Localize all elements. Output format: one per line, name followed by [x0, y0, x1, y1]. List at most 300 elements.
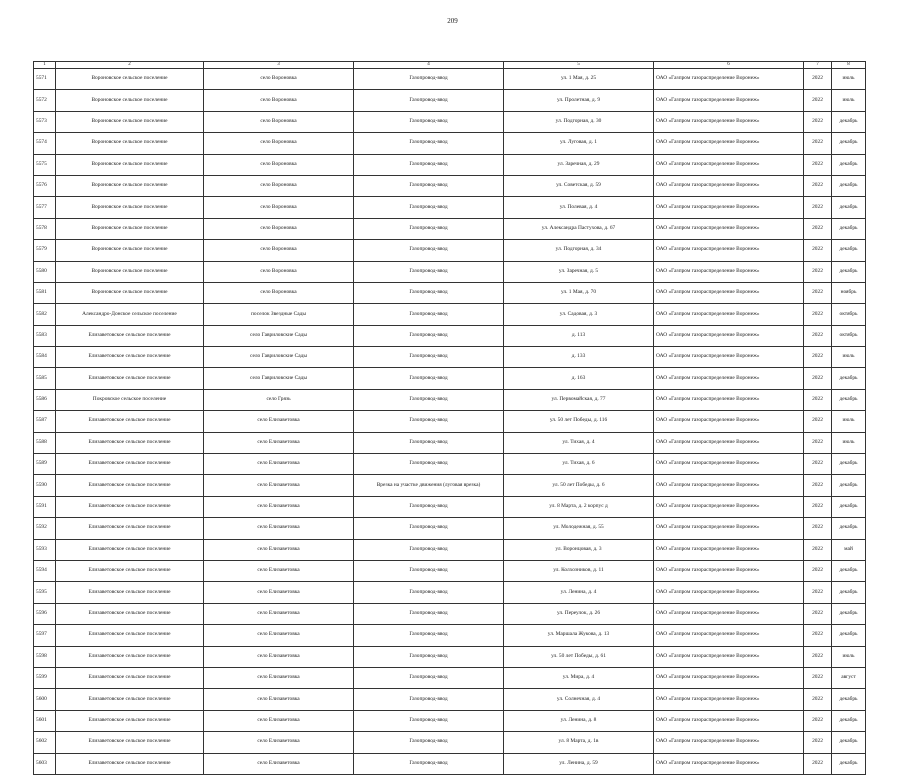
- year-cell: 2022: [804, 347, 832, 368]
- address-cell: ул. 1 Мая, д. 25: [504, 69, 654, 90]
- row-number-cell: 5580: [34, 261, 56, 282]
- locality-cell: село Гавриловские Сады: [204, 347, 354, 368]
- address-cell: ул. 50 лет Победы, д. 6: [504, 475, 654, 496]
- row-number-cell: 5586: [34, 389, 56, 410]
- organization-cell: ОАО «Газпром газораспределение Воронеж»: [654, 197, 804, 218]
- locality-cell: село Вороновка: [204, 218, 354, 239]
- table-row: [34, 667, 866, 688]
- settlement-cell: Елизаветовское сельское поселение: [56, 539, 204, 560]
- settlement-cell: Вороновское сельское поселение: [56, 133, 204, 154]
- address-cell: ул. 50 лет Победы, д. 61: [504, 646, 654, 667]
- column-number: 6: [654, 62, 804, 69]
- organization-cell: ОАО «Газпром газораспределение Воронеж»: [654, 90, 804, 111]
- table-row: [34, 69, 866, 90]
- address-cell: ул. Солнечная, д. 4: [504, 689, 654, 710]
- object-type-cell: Газопровод-ввод: [354, 454, 504, 475]
- year-cell: 2022: [804, 539, 832, 560]
- row-number-cell: 5578: [34, 218, 56, 239]
- table-row: [34, 368, 866, 389]
- address-cell: ул. 1 Мая, д. 70: [504, 282, 654, 303]
- month-cell: декабрь: [832, 197, 866, 218]
- settlement-cell: Елизаветовское сельское поселение: [56, 710, 204, 731]
- settlement-cell: Елизаветовское сельское поселение: [56, 603, 204, 624]
- organization-cell: ОАО «Газпром газораспределение Воронеж»: [654, 218, 804, 239]
- column-number: 5: [504, 62, 654, 69]
- object-type-cell: Газопровод-ввод: [354, 197, 504, 218]
- address-cell: д. 133: [504, 347, 654, 368]
- address-cell: д. 113: [504, 325, 654, 346]
- year-cell: 2022: [804, 69, 832, 90]
- object-type-cell: Газопровод-ввод: [354, 69, 504, 90]
- object-type-cell: Газопровод-ввод: [354, 732, 504, 753]
- organization-cell: ОАО «Газпром газораспределение Воронеж»: [654, 154, 804, 175]
- year-cell: 2022: [804, 261, 832, 282]
- settlement-cell: Елизаветовское сельское поселение: [56, 496, 204, 517]
- month-cell: ноябрь: [832, 282, 866, 303]
- organization-cell: ОАО «Газпром газораспределение Воронеж»: [654, 111, 804, 132]
- settlement-cell: Елизаветовское сельское поселение: [56, 582, 204, 603]
- locality-cell: село Вороновка: [204, 282, 354, 303]
- row-number-cell: 5597: [34, 625, 56, 646]
- object-type-cell: Газопровод-ввод: [354, 710, 504, 731]
- address-cell: ул. Садовая, д. 3: [504, 304, 654, 325]
- organization-cell: ОАО «Газпром газораспределение Воронеж»: [654, 646, 804, 667]
- organization-cell: ОАО «Газпром газораспределение Воронеж»: [654, 368, 804, 389]
- organization-cell: ОАО «Газпром газораспределение Воронеж»: [654, 689, 804, 710]
- month-cell: декабрь: [832, 368, 866, 389]
- year-cell: 2022: [804, 667, 832, 688]
- column-number-row: [34, 62, 866, 69]
- object-type-cell: Газопровод-ввод: [354, 90, 504, 111]
- year-cell: 2022: [804, 154, 832, 175]
- row-number-cell: 5601: [34, 710, 56, 731]
- object-type-cell: Газопровод-ввод: [354, 667, 504, 688]
- month-cell: декабрь: [832, 389, 866, 410]
- object-type-cell: Газопровод-ввод: [354, 625, 504, 646]
- address-cell: ул. 8 Марта, д. 2 корпус д: [504, 496, 654, 517]
- object-type-cell: Газопровод-ввод: [354, 218, 504, 239]
- address-cell: ул. Первомайская, д. 77: [504, 389, 654, 410]
- table-row: [34, 389, 866, 410]
- month-cell: декабрь: [832, 154, 866, 175]
- organization-cell: ОАО «Газпром газораспределение Воронеж»: [654, 732, 804, 753]
- settlement-cell: Вороновское сельское поселение: [56, 90, 204, 111]
- month-cell: июль: [832, 347, 866, 368]
- month-cell: декабрь: [832, 753, 866, 774]
- row-number-cell: 5585: [34, 368, 56, 389]
- settlement-cell: Покровское сельское поселение: [56, 389, 204, 410]
- month-cell: август: [832, 667, 866, 688]
- table-row: [34, 539, 866, 560]
- table-body: [34, 69, 866, 775]
- settlement-cell: Вороновское сельское поселение: [56, 218, 204, 239]
- organization-cell: ОАО «Газпром газораспределение Воронеж»: [654, 69, 804, 90]
- year-cell: 2022: [804, 689, 832, 710]
- address-cell: ул. 8 Марта, д. 1в: [504, 732, 654, 753]
- table-row: [34, 582, 866, 603]
- year-cell: 2022: [804, 496, 832, 517]
- address-cell: ул. Тихая, д. 4: [504, 432, 654, 453]
- object-type-cell: Газопровод-ввод: [354, 411, 504, 432]
- settlement-cell: Елизаветовское сельское поселение: [56, 625, 204, 646]
- year-cell: 2022: [804, 175, 832, 196]
- column-number: 3: [204, 62, 354, 69]
- row-number-cell: 5583: [34, 325, 56, 346]
- year-cell: 2022: [804, 475, 832, 496]
- year-cell: 2022: [804, 732, 832, 753]
- table-row: [34, 90, 866, 111]
- row-number-cell: 5591: [34, 496, 56, 517]
- locality-cell: село Вороновка: [204, 111, 354, 132]
- table-row: [34, 496, 866, 517]
- row-number-cell: 5576: [34, 175, 56, 196]
- table-row: [34, 646, 866, 667]
- year-cell: 2022: [804, 389, 832, 410]
- address-cell: ул. Ленина, д. 59: [504, 753, 654, 774]
- object-type-cell: Газопровод-ввод: [354, 325, 504, 346]
- month-cell: октябрь: [832, 304, 866, 325]
- address-cell: ул. Луговая, д. 1: [504, 133, 654, 154]
- address-cell: ул. Советская, д. 59: [504, 175, 654, 196]
- locality-cell: село Вороновка: [204, 133, 354, 154]
- organization-cell: ОАО «Газпром газораспределение Воронеж»: [654, 175, 804, 196]
- settlement-cell: Елизаветовское сельское поселение: [56, 732, 204, 753]
- settlement-cell: Вороновское сельское поселение: [56, 282, 204, 303]
- column-number: 8: [832, 62, 866, 69]
- table-row: [34, 753, 866, 774]
- table-row: [34, 154, 866, 175]
- object-type-cell: Газопровод-ввод: [354, 389, 504, 410]
- locality-cell: село Елизаветовка: [204, 603, 354, 624]
- organization-cell: ОАО «Газпром газораспределение Воронеж»: [654, 454, 804, 475]
- table-row: [34, 560, 866, 581]
- year-cell: 2022: [804, 240, 832, 261]
- object-type-cell: Газопровод-ввод: [354, 560, 504, 581]
- locality-cell: село Вороновка: [204, 69, 354, 90]
- year-cell: 2022: [804, 411, 832, 432]
- year-cell: 2022: [804, 368, 832, 389]
- address-cell: ул. Александра Пастухова, д. 67: [504, 218, 654, 239]
- month-cell: декабрь: [832, 560, 866, 581]
- locality-cell: село Вороновка: [204, 90, 354, 111]
- organization-cell: ОАО «Газпром газораспределение Воронеж»: [654, 325, 804, 346]
- object-type-cell: Газопровод-ввод: [354, 753, 504, 774]
- table-row: [34, 218, 866, 239]
- object-type-cell: Газопровод-ввод: [354, 368, 504, 389]
- address-cell: ул. 50 лет Победы, д. 116: [504, 411, 654, 432]
- table-row: [34, 325, 866, 346]
- locality-cell: село Елизаветовка: [204, 518, 354, 539]
- table-row: [34, 625, 866, 646]
- address-cell: ул. Ленина, д. 4: [504, 582, 654, 603]
- object-type-cell: Газопровод-ввод: [354, 261, 504, 282]
- object-type-cell: Газопровод-ввод: [354, 539, 504, 560]
- organization-cell: ОАО «Газпром газораспределение Воронеж»: [654, 432, 804, 453]
- organization-cell: ОАО «Газпром газораспределение Воронеж»: [654, 625, 804, 646]
- settlement-cell: Елизаветовское сельское поселение: [56, 689, 204, 710]
- year-cell: 2022: [804, 111, 832, 132]
- object-type-cell: Врезка на участке движения (луговая врезка): [354, 475, 504, 496]
- address-cell: ул. Полевая, д. 4: [504, 197, 654, 218]
- settlement-cell: Вороновское сельское поселение: [56, 240, 204, 261]
- month-cell: декабрь: [832, 454, 866, 475]
- settlement-cell: Елизаветовское сельское поселение: [56, 325, 204, 346]
- table-row: [34, 282, 866, 303]
- locality-cell: село Гавриловские Сады: [204, 325, 354, 346]
- organization-cell: ОАО «Газпром газораспределение Воронеж»: [654, 539, 804, 560]
- address-cell: ул. Пролетная, д. 9: [504, 90, 654, 111]
- object-type-cell: Газопровод-ввод: [354, 282, 504, 303]
- table-row: [34, 111, 866, 132]
- organization-cell: ОАО «Газпром газораспределение Воронеж»: [654, 667, 804, 688]
- month-cell: июль: [832, 69, 866, 90]
- month-cell: декабрь: [832, 133, 866, 154]
- row-number-cell: 5584: [34, 347, 56, 368]
- year-cell: 2022: [804, 582, 832, 603]
- row-number-cell: 5589: [34, 454, 56, 475]
- settlement-cell: Елизаветовское сельское поселение: [56, 368, 204, 389]
- organization-cell: ОАО «Газпром газораспределение Воронеж»: [654, 261, 804, 282]
- locality-cell: село Елизаветовка: [204, 753, 354, 774]
- object-type-cell: Газопровод-ввод: [354, 603, 504, 624]
- locality-cell: село Вороновка: [204, 261, 354, 282]
- year-cell: 2022: [804, 518, 832, 539]
- address-cell: ул. Мира, д. 4: [504, 667, 654, 688]
- year-cell: 2022: [804, 454, 832, 475]
- settlement-cell: Елизаветовское сельское поселение: [56, 475, 204, 496]
- table-row: [34, 133, 866, 154]
- month-cell: декабрь: [832, 175, 866, 196]
- year-cell: 2022: [804, 560, 832, 581]
- address-cell: ул. Подгорная, д. 30: [504, 111, 654, 132]
- locality-cell: село Вороновка: [204, 154, 354, 175]
- year-cell: 2022: [804, 603, 832, 624]
- column-number: 1: [34, 62, 56, 69]
- organization-cell: ОАО «Газпром газораспределение Воронеж»: [654, 347, 804, 368]
- organization-cell: ОАО «Газпром газораспределение Воронеж»: [654, 282, 804, 303]
- column-number: 4: [354, 62, 504, 69]
- locality-cell: село Елизаветовка: [204, 732, 354, 753]
- year-cell: 2022: [804, 133, 832, 154]
- address-cell: ул. Маршала Жукова, д. 13: [504, 625, 654, 646]
- organization-cell: ОАО «Газпром газораспределение Воронеж»: [654, 133, 804, 154]
- year-cell: 2022: [804, 197, 832, 218]
- locality-cell: село Елизаветовка: [204, 667, 354, 688]
- organization-cell: ОАО «Газпром газораспределение Воронеж»: [654, 603, 804, 624]
- locality-cell: село Елизаветовка: [204, 646, 354, 667]
- year-cell: 2022: [804, 304, 832, 325]
- month-cell: декабрь: [832, 603, 866, 624]
- column-number: 2: [56, 62, 204, 69]
- row-number-cell: 5573: [34, 111, 56, 132]
- locality-cell: село Гавриловские Сады: [204, 368, 354, 389]
- settlement-cell: Вороновское сельское поселение: [56, 69, 204, 90]
- row-number-cell: 5596: [34, 603, 56, 624]
- row-number-cell: 5595: [34, 582, 56, 603]
- object-type-cell: Газопровод-ввод: [354, 304, 504, 325]
- table-row: [34, 518, 866, 539]
- organization-cell: ОАО «Газпром газораспределение Воронеж»: [654, 560, 804, 581]
- row-number-cell: 5577: [34, 197, 56, 218]
- month-cell: декабрь: [832, 710, 866, 731]
- year-cell: 2022: [804, 282, 832, 303]
- settlement-cell: Вороновское сельское поселение: [56, 261, 204, 282]
- row-number-cell: 5593: [34, 539, 56, 560]
- settlement-cell: Александро-Донское сельское поселение: [56, 304, 204, 325]
- year-cell: 2022: [804, 325, 832, 346]
- row-number-cell: 5579: [34, 240, 56, 261]
- organization-cell: ОАО «Газпром газораспределение Воронеж»: [654, 753, 804, 774]
- year-cell: 2022: [804, 218, 832, 239]
- month-cell: декабрь: [832, 625, 866, 646]
- address-cell: ул. Заречная, д. 29: [504, 154, 654, 175]
- organization-cell: ОАО «Газпром газораспределение Воронеж»: [654, 240, 804, 261]
- organization-cell: ОАО «Газпром газораспределение Воронеж»: [654, 496, 804, 517]
- object-type-cell: Газопровод-ввод: [354, 689, 504, 710]
- month-cell: июль: [832, 646, 866, 667]
- object-type-cell: Газопровод-ввод: [354, 518, 504, 539]
- month-cell: октябрь: [832, 325, 866, 346]
- locality-cell: село Елизаветовка: [204, 582, 354, 603]
- table-row: [34, 261, 866, 282]
- month-cell: декабрь: [832, 218, 866, 239]
- locality-cell: село Елизаветовка: [204, 475, 354, 496]
- row-number-cell: 5587: [34, 411, 56, 432]
- table-row: [34, 197, 866, 218]
- month-cell: июль: [832, 432, 866, 453]
- object-type-cell: Газопровод-ввод: [354, 111, 504, 132]
- settlement-cell: Вороновское сельское поселение: [56, 197, 204, 218]
- locality-cell: село Елизаветовка: [204, 539, 354, 560]
- table-row: [34, 175, 866, 196]
- locality-cell: село Елизаветовка: [204, 496, 354, 517]
- table-row: [34, 454, 866, 475]
- row-number-cell: 5574: [34, 133, 56, 154]
- month-cell: декабрь: [832, 111, 866, 132]
- year-cell: 2022: [804, 710, 832, 731]
- locality-cell: село Грязь: [204, 389, 354, 410]
- row-number-cell: 5599: [34, 667, 56, 688]
- table-row: [34, 732, 866, 753]
- row-number-cell: 5582: [34, 304, 56, 325]
- row-number-cell: 5602: [34, 732, 56, 753]
- locality-cell: село Елизаветовка: [204, 454, 354, 475]
- object-type-cell: Газопровод-ввод: [354, 175, 504, 196]
- month-cell: декабрь: [832, 518, 866, 539]
- address-cell: ул. Переулок, д. 26: [504, 603, 654, 624]
- address-cell: ул. Подгорная, д. 34: [504, 240, 654, 261]
- row-number-cell: 5598: [34, 646, 56, 667]
- locality-cell: село Елизаветовка: [204, 689, 354, 710]
- settlement-cell: Елизаветовское сельское поселение: [56, 667, 204, 688]
- row-number-cell: 5588: [34, 432, 56, 453]
- settlement-cell: Елизаветовское сельское поселение: [56, 411, 204, 432]
- row-number-cell: 5572: [34, 90, 56, 111]
- organization-cell: ОАО «Газпром газораспределение Воронеж»: [654, 389, 804, 410]
- locality-cell: село Елизаветовка: [204, 625, 354, 646]
- row-number-cell: 5603: [34, 753, 56, 774]
- table-row: [34, 240, 866, 261]
- locality-cell: село Вороновка: [204, 197, 354, 218]
- settlement-cell: Елизаветовское сельское поселение: [56, 432, 204, 453]
- gas-connection-registry-table: [33, 61, 866, 775]
- row-number-cell: 5575: [34, 154, 56, 175]
- address-cell: ул. Воронцовая, д. 3: [504, 539, 654, 560]
- settlement-cell: Елизаветовское сельское поселение: [56, 454, 204, 475]
- settlement-cell: Вороновское сельское поселение: [56, 111, 204, 132]
- object-type-cell: Газопровод-ввод: [354, 240, 504, 261]
- year-cell: 2022: [804, 432, 832, 453]
- month-cell: декабрь: [832, 261, 866, 282]
- table-row: [34, 475, 866, 496]
- month-cell: июль: [832, 90, 866, 111]
- object-type-cell: Газопровод-ввод: [354, 496, 504, 517]
- locality-cell: село Елизаветовка: [204, 432, 354, 453]
- table-row: [34, 710, 866, 731]
- settlement-cell: Елизаветовское сельское поселение: [56, 518, 204, 539]
- address-cell: ул. Тихая, д. 6: [504, 454, 654, 475]
- organization-cell: ОАО «Газпром газораспределение Воронеж»: [654, 411, 804, 432]
- object-type-cell: Газопровод-ввод: [354, 154, 504, 175]
- month-cell: декабрь: [832, 475, 866, 496]
- settlement-cell: Вороновское сельское поселение: [56, 154, 204, 175]
- object-type-cell: Газопровод-ввод: [354, 432, 504, 453]
- row-number-cell: 5592: [34, 518, 56, 539]
- year-cell: 2022: [804, 753, 832, 774]
- table-row: [34, 411, 866, 432]
- month-cell: июль: [832, 411, 866, 432]
- locality-cell: село Елизаветовка: [204, 411, 354, 432]
- table-row: [34, 347, 866, 368]
- settlement-cell: Елизаветовское сельское поселение: [56, 753, 204, 774]
- address-cell: д. 163: [504, 368, 654, 389]
- month-cell: декабрь: [832, 732, 866, 753]
- row-number-cell: 5581: [34, 282, 56, 303]
- organization-cell: ОАО «Газпром газораспределение Воронеж»: [654, 710, 804, 731]
- locality-cell: поселок Звездные Сады: [204, 304, 354, 325]
- month-cell: май: [832, 539, 866, 560]
- object-type-cell: Газопровод-ввод: [354, 646, 504, 667]
- settlement-cell: Елизаветовское сельское поселение: [56, 646, 204, 667]
- year-cell: 2022: [804, 625, 832, 646]
- address-cell: ул. Колхозников, д. 11: [504, 560, 654, 581]
- address-cell: ул. Заречная, д. 5: [504, 261, 654, 282]
- locality-cell: село Елизаветовка: [204, 710, 354, 731]
- table-row: [34, 689, 866, 710]
- organization-cell: ОАО «Газпром газораспределение Воронеж»: [654, 518, 804, 539]
- table-row: [34, 304, 866, 325]
- row-number-cell: 5600: [34, 689, 56, 710]
- organization-cell: ОАО «Газпром газораспределение Воронеж»: [654, 582, 804, 603]
- locality-cell: село Вороновка: [204, 240, 354, 261]
- object-type-cell: Газопровод-ввод: [354, 133, 504, 154]
- month-cell: декабрь: [832, 689, 866, 710]
- row-number-cell: 5571: [34, 69, 56, 90]
- row-number-cell: 5590: [34, 475, 56, 496]
- page-number: 209: [447, 17, 458, 25]
- settlement-cell: Елизаветовское сельское поселение: [56, 347, 204, 368]
- row-number-cell: 5594: [34, 560, 56, 581]
- column-number: 7: [804, 62, 832, 69]
- month-cell: декабрь: [832, 240, 866, 261]
- table-row: [34, 432, 866, 453]
- year-cell: 2022: [804, 646, 832, 667]
- organization-cell: ОАО «Газпром газораспределение Воронеж»: [654, 475, 804, 496]
- locality-cell: село Елизаветовка: [204, 560, 354, 581]
- address-cell: ул. Ленина, д. 8: [504, 710, 654, 731]
- address-cell: ул. Молодежная, д. 55: [504, 518, 654, 539]
- settlement-cell: Вороновское сельское поселение: [56, 175, 204, 196]
